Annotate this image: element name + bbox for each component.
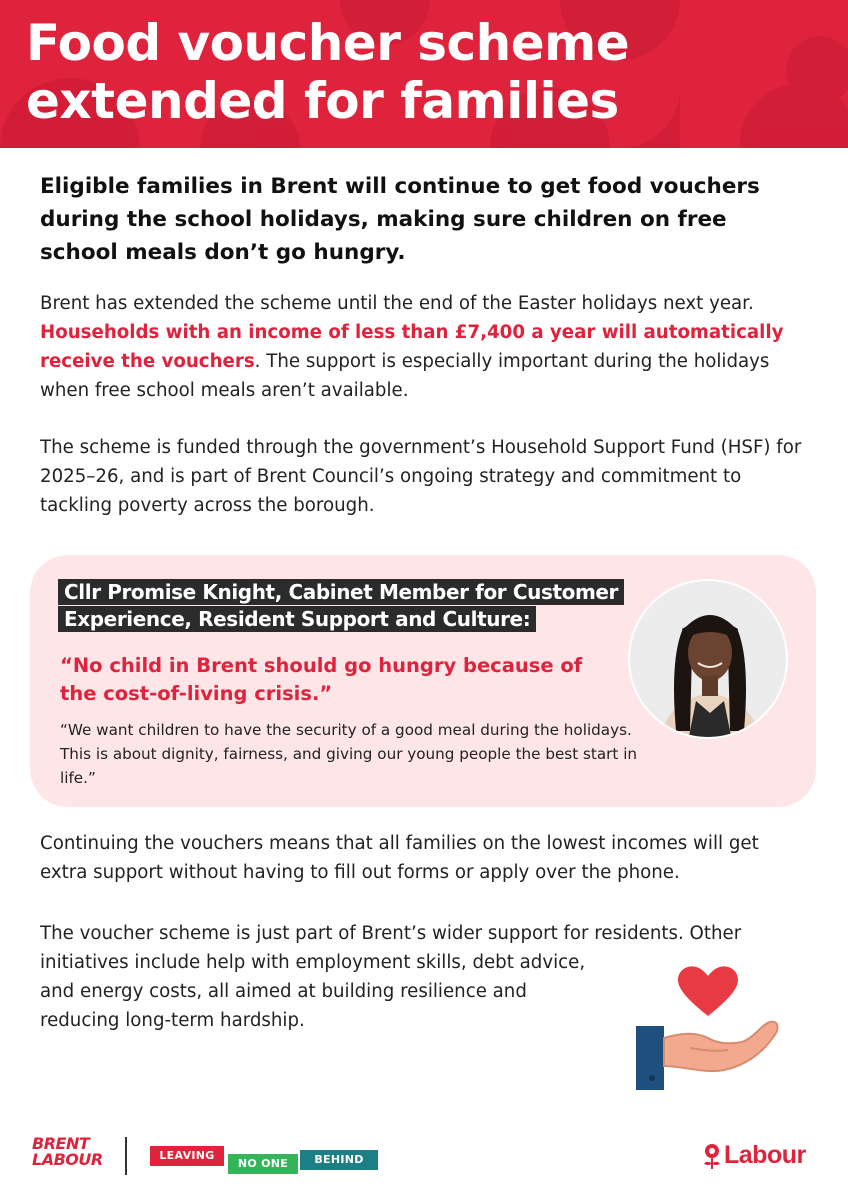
- wider-support-line-2: initiatives include help with employment skills, debt advice,: [40, 952, 586, 973]
- labour-logo: [700, 1140, 820, 1170]
- page-title: [26, 14, 826, 130]
- rose-icon: [700, 1142, 724, 1170]
- slogan-behind: BEHIND: [300, 1150, 378, 1170]
- supporting-quote: “We want children to have the security of a good meal during the holidays. This is about dignity, fairness, and giving our young people the best start in life.”: [60, 721, 638, 787]
- header-banner: [0, 0, 848, 148]
- brent-labour-line-2: LABOUR: [32, 1150, 103, 1169]
- paragraph-continuing: Continuing the vouchers means that all families on the lowest incomes will get extra support without having to fill out forms or apply over the phone.: [40, 833, 759, 883]
- labour-wordmark: Labour: [724, 1141, 806, 1169]
- page-title-line-2: extended for families: [26, 72, 619, 130]
- brent-labour-line-1: BRENT: [32, 1134, 90, 1153]
- income-threshold-highlight: Households with an income of less than £7,400 a year will automatically receive the vouchers: [40, 322, 784, 372]
- wider-support-line-1: The voucher scheme is just part of Brent’s wider support for residents. Other: [40, 923, 742, 944]
- paragraph-extension: [40, 289, 810, 405]
- paragraph-funding: The scheme is funded through the government’s Household Support Fund (HSF) for 2025–26, and is part of Brent Council’s ongoing strategy and commitment to tackling poverty across the borough.: [40, 437, 802, 516]
- slogan-leaving: LEAVING: [150, 1146, 224, 1166]
- hand-holding-heart-icon: [632, 962, 782, 1092]
- speaker-name-tag: [58, 579, 624, 633]
- slogan-no-one: NO ONE: [228, 1154, 298, 1174]
- brent-labour-logo: [32, 1136, 112, 1168]
- speaker-line-2: Experience, Resident Support and Culture:: [58, 606, 536, 632]
- paragraph-extension-rest: . The support is especially important during the holidays when free school meals aren’t available.: [40, 351, 770, 401]
- speaker-line-1: Cllr Promise Knight, Cabinet Member for Customer: [58, 579, 624, 605]
- wider-support-line-3: and energy costs, all aimed at building resilience and: [40, 981, 527, 1002]
- quote-card: [30, 555, 816, 807]
- wider-support-line-4: reducing long-term hardship.: [40, 1010, 305, 1031]
- person-portrait-icon: [628, 579, 788, 739]
- footer-divider: [125, 1137, 127, 1175]
- lead-paragraph: Eligible families in Brent will continue to get food vouchers during the school holidays, making sure children on free school meals don’t go hungry.: [40, 174, 760, 265]
- paragraph-extension-intro: Brent has extended the scheme until the end of the Easter holidays next year.: [40, 293, 754, 314]
- page-title-line-1: Food voucher scheme: [26, 14, 630, 72]
- main-quote: “No child in Brent should go hungry because of the cost-of-living crisis.”: [60, 654, 583, 705]
